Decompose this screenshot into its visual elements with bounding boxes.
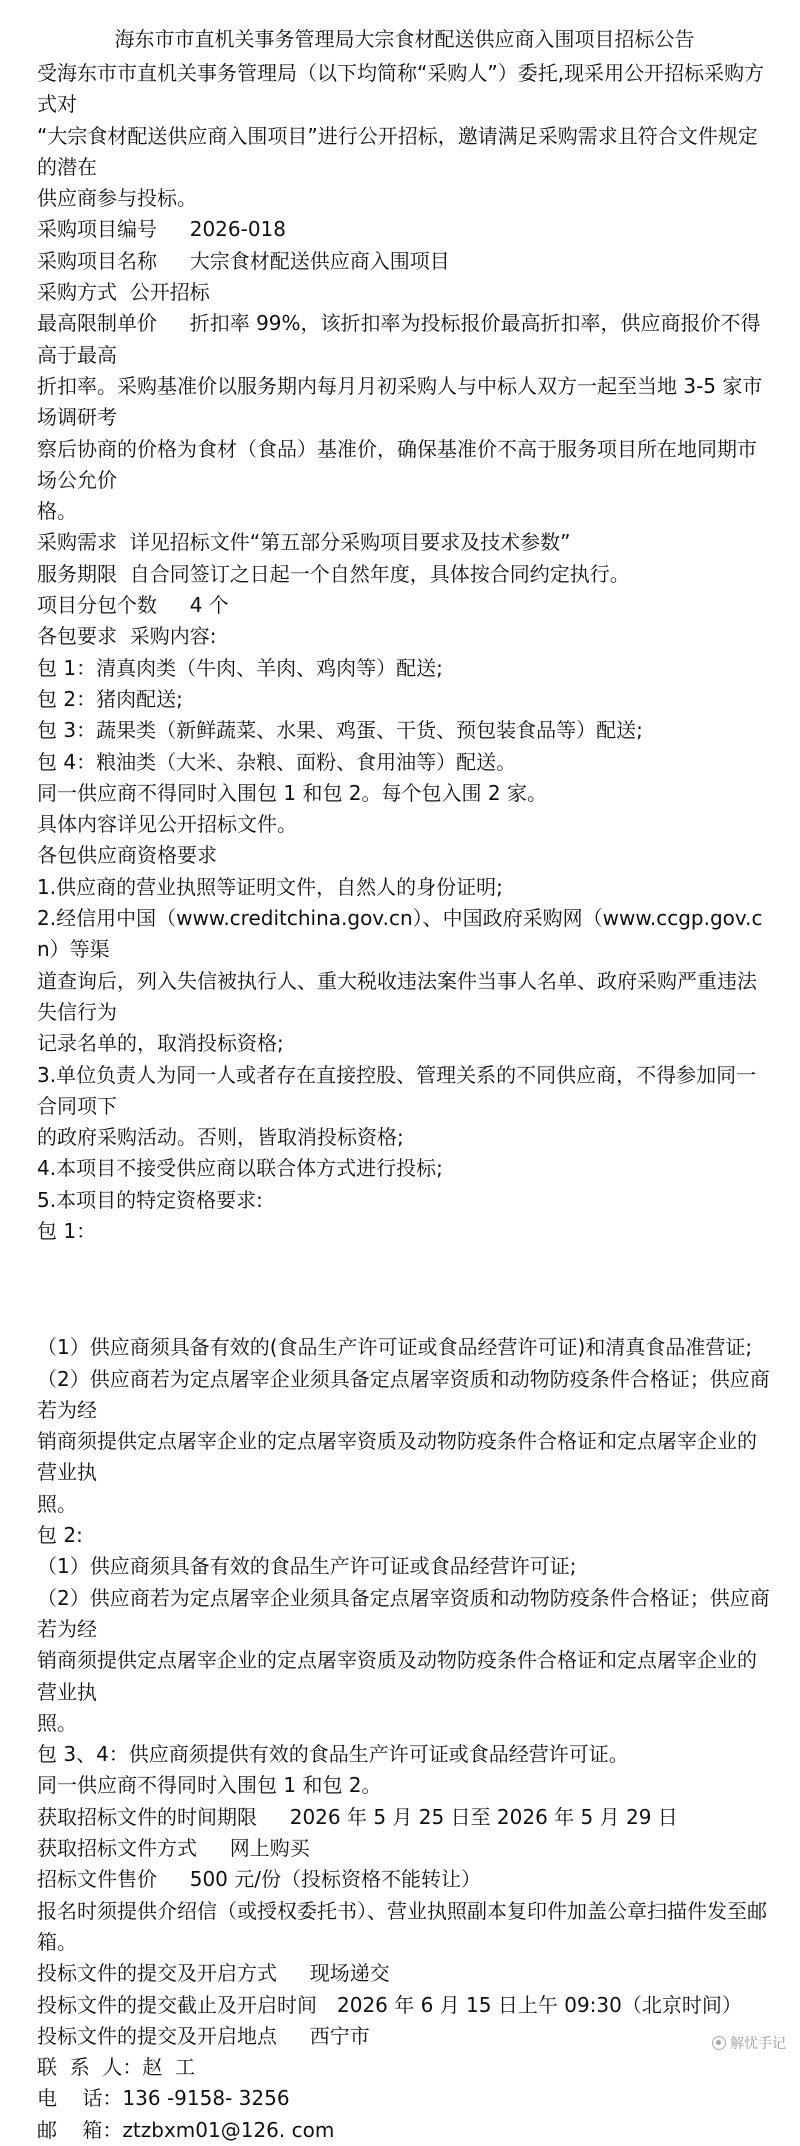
notice-line: 邮 箱：ztzbxm01@126. com (37, 2117, 335, 2142)
notice-line: 察后协商的价格为食材（食品）基准价，确保基准价不高于服务项目所在地同期市场公允价 (37, 436, 757, 492)
notice-line: （2）供应商若为定点屠宰企业须具备定点屠宰资质和动物防疫条件合格证；供应商若为经 (37, 1585, 770, 1641)
notice-body-part-2 (37, 1332, 772, 2146)
notice-line: 报名时须提供介绍信（或授权委托书）、营业执照副本复印件加盖公章扫描件发至邮箱。 (37, 1898, 767, 1954)
notice-line: 同一供应商不得同时入围包 1 和包 2。 (37, 1773, 382, 1798)
notice-line: 最高限制单价 折扣率 99%，该折扣率为投标报价最高折扣率，供应商报价不得高于最高 (37, 311, 761, 367)
notice-line: 招标文件售价 500 元/份（投标资格不能转让） (37, 1867, 481, 1892)
notice-line: 包 2: (37, 1523, 83, 1548)
notice-line: 包 2：猪肉配送; (37, 686, 183, 711)
watermark-text: 解忧手记 (730, 2036, 786, 2052)
notice-line: 折扣率。采购基准价以服务期内每月月初采购人与中标人双方一起至当地 3-5 家市场调研考 (37, 373, 763, 430)
notice-line: 4.本项目不接受供应商以联合体方式进行投标; (37, 1156, 443, 1181)
notice-line: 销商须提供定点屠宰企业的定点屠宰资质及动物防疫条件合格证和定点屠宰企业的营业执 (37, 1429, 757, 1485)
blank-gap (37, 1247, 772, 1332)
camera-logo-icon (712, 2036, 726, 2050)
notice-line: 受海东市市直机关事务管理局（以下均简称“采购人”）委托,现采用公开招标采购方式对 (37, 61, 765, 117)
notice-line: 服务期限 自合同签订之日起一个自然年度，具体按合同约定执行。 (37, 561, 630, 586)
notice-line: 采购项目名称 大宗食材配送供应商入围项目 (37, 248, 450, 273)
notice-line: 销商须提供定点屠宰企业的定点屠宰资质及动物防疫条件合格证和定点屠宰企业的营业执 (37, 1648, 757, 1704)
notice-line: 具体内容详见公开招标文件。 (37, 812, 297, 837)
notice-line: 记录名单的，取消投标资格; (37, 1031, 284, 1056)
notice-line: 包 4：粮油类（大米、杂粮、面粉、食用油等）配送。 (37, 749, 517, 774)
notice-line: 供应商参与投标。 (37, 186, 197, 211)
notice-line: 2.经信用中国（www.creditchina.gov.cn）、中国政府采购网（www.ccgp.gov.cn）等渠 (37, 906, 763, 962)
notice-line: 联 系 人：赵 工 (37, 2055, 196, 2080)
notice-line: 1.供应商的营业执照等证明文件，自然人的身份证明; (37, 874, 503, 899)
notice-line: 包 3：蔬果类（新鲜蔬菜、水果、鸡蛋、干货、预包装食品等）配送; (37, 718, 643, 743)
notice-line: 包 3、4：供应商须提供有效的食品生产许可证或食品经营许可证。 (37, 1742, 629, 1767)
notice-line: 照。 (37, 1491, 77, 1516)
notice-line: 采购需求 详见招标文件“第五部分采购项目要求及技术参数” (37, 530, 571, 555)
notice-line: 项目分包个数 4 个 (37, 593, 229, 618)
notice-line: 电 话：136 -9158- 3256 (37, 2086, 290, 2111)
watermark (712, 2033, 786, 2053)
notice-line: 的政府采购活动。否则，皆取消投标资格; (37, 1125, 404, 1150)
notice-line: 采购方式 公开招标 (37, 280, 210, 305)
notice-line: 道查询后，列入失信被执行人、重大税收违法案件当事人名单、政府采购严重违法失信行为 (37, 968, 757, 1024)
notice-line: 投标文件的提交及开启方式 现场递交 (37, 1961, 390, 1986)
notice-line: 获取招标文件的时间期限 2026 年 5 月 25 日至 2026 年 5 月 29 日 (37, 1804, 678, 1829)
notice-line: 获取招标文件方式 网上购买 (37, 1836, 310, 1861)
notice-line: （2）供应商若为定点屠宰企业须具备定点屠宰资质和动物防疫条件合格证；供应商若为经 (37, 1366, 770, 1422)
notice-line: 5.本项目的特定资格要求: (37, 1187, 263, 1212)
notice-line: 各包要求 采购内容: (37, 624, 217, 649)
notice-line: 投标文件的提交及开启地点 西宁市 (37, 2023, 370, 2048)
notice-line: （1）供应商须具备有效的食品生产许可证或食品经营许可证; (37, 1554, 577, 1579)
notice-line: 各包供应商资格要求 (37, 843, 217, 868)
notice-line: 照。 (37, 1710, 77, 1735)
notice-line: 采购项目编号 2026-018 (37, 217, 287, 242)
notice-title: 海东市市直机关事务管理局大宗食材配送供应商入围项目招标公告 (114, 27, 695, 51)
notice-line: “大宗食材配送供应商入围项目”进行公开招标，邀请满足采购需求且符合文件规定的潜在 (37, 123, 758, 179)
notice-line: 同一供应商不得同时入围包 1 和包 2。每个包入围 2 家。 (37, 780, 547, 805)
notice-line: 格。 (37, 499, 77, 524)
notice-line: 3.单位负责人为同一人或者存在直接控股、管理关系的不同供应商，不得参加同一合同项下 (37, 1062, 757, 1118)
notice-line: 包 1：清真肉类（牛肉、羊肉、鸡肉等）配送; (37, 655, 443, 680)
notice-line: 包 1： (37, 1218, 97, 1243)
notice-body-part-1 (37, 58, 772, 1247)
notice-line: 投标文件的提交截止及开启时间 2026 年 6 月 15 日上午 09:30（北京时间） (37, 1992, 742, 2017)
notice-line: （1）供应商须具备有效的(食品生产许可证或食品经营许可证)和清真食品准营证; (37, 1335, 753, 1360)
